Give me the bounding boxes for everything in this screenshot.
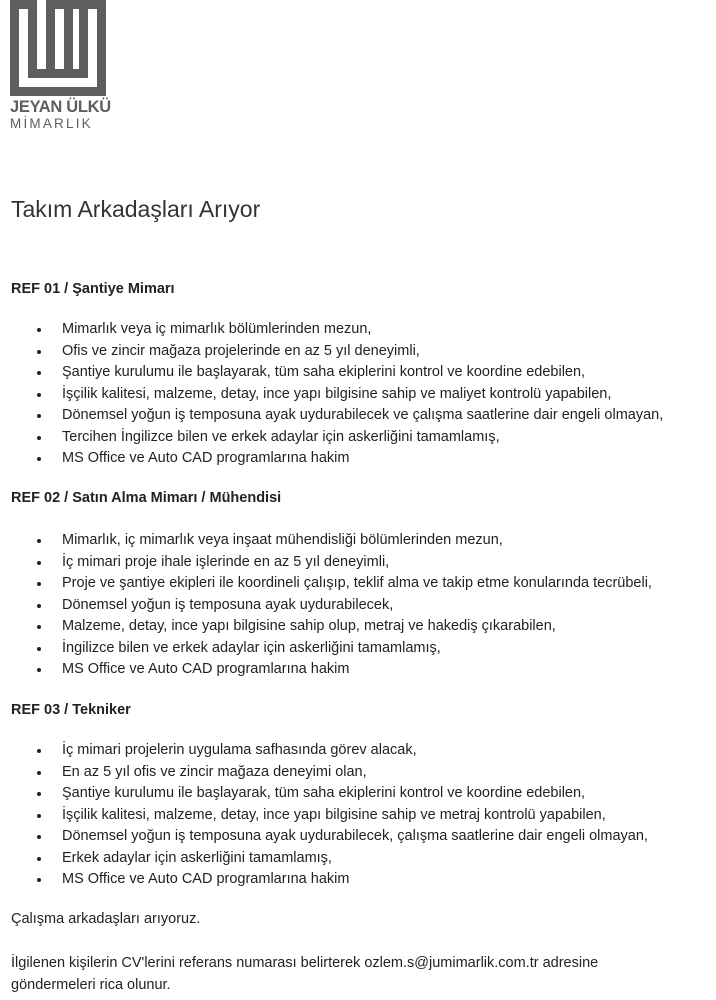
company-logo [10, 0, 111, 131]
requirements-list-ref-02 [0, 530, 652, 681]
list-item: MS Office ve Auto CAD programlarına hakim [0, 869, 648, 891]
list-item: Erkek adaylar için askerliğini tamamlamış, [0, 848, 648, 870]
list-item: Şantiye kurulumu ile başlayarak, tüm saha ekiplerini kontrol ve koordine edebilen, [0, 362, 663, 384]
list-item: İngilizce bilen ve erkek adaylar için askerliğini tamamlamış, [0, 638, 652, 660]
section-heading-ref-01: REF 01 / Şantiye Mimarı [11, 281, 175, 297]
list-item: Dönemsel yoğun iş temposuna ayak uydurabilecek, çalışma saatlerine dair engeli olmayan, [0, 826, 648, 848]
list-item: Proje ve şantiye ekipleri ile koordineli çalışıp, teklif alma ve takip etme konularında tecrübeli, [0, 573, 652, 595]
list-item: İç mimari proje ihale işlerinde en az 5 yıl deneyimli, [0, 552, 652, 574]
list-item: İşçilik kalitesi, malzeme, detay, ince yapı bilgisine sahip ve metraj kontrolü yapabilen, [0, 805, 648, 827]
list-item: Şantiye kurulumu ile başlayarak, tüm saha ekiplerini kontrol ve koordine edebilen, [0, 783, 648, 805]
list-item: MS Office ve Auto CAD programlarına hakim [0, 448, 663, 470]
list-item: Dönemsel yoğun iş temposuna ayak uydurabilecek, [0, 595, 652, 617]
logo-subtitle: MİMARLIK [10, 116, 93, 131]
logo-name: JEYAN ÜLKÜ [10, 98, 111, 116]
requirements-list-ref-03 [0, 740, 648, 891]
contact-text: İlgilenen kişilerin CV'lerini referans numarası belirterek ozlem.s@jumimarlik.com.tr adresine göndermeleri rica olunur. [11, 955, 599, 993]
requirements-list-ref-01 [0, 319, 663, 470]
list-item: Ofis ve zincir mağaza projelerinde en az 5 yıl deneyimli, [0, 341, 663, 363]
logo-mark-icon [10, 0, 106, 96]
closing-text: Çalışma arkadaşları arıyoruz. [11, 911, 201, 927]
list-item: Dönemsel yoğun iş temposuna ayak uydurabilecek ve çalışma saatlerine dair engeli olmayan, [0, 405, 663, 427]
section-heading-ref-03: REF 03 / Tekniker [11, 702, 131, 718]
list-item: MS Office ve Auto CAD programlarına hakim [0, 659, 652, 681]
list-item: En az 5 yıl ofis ve zincir mağaza deneyimi olan, [0, 762, 648, 784]
list-item: İşçilik kalitesi, malzeme, detay, ince yapı bilgisine sahip ve maliyet kontrolü yapabilen, [0, 384, 663, 406]
list-item: Mimarlık, iç mimarlık veya inşaat mühendisliği bölümlerinden mezun, [0, 530, 652, 552]
section-heading-ref-02: REF 02 / Satın Alma Mimarı / Mühendisi [11, 490, 282, 506]
list-item: İç mimari projelerin uygulama safhasında görev alacak, [0, 740, 648, 762]
list-item: Malzeme, detay, ince yapı bilgisine sahip olup, metraj ve hakediş çıkarabilen, [0, 616, 652, 638]
list-item: Mimarlık veya iç mimarlık bölümlerinden mezun, [0, 319, 663, 341]
page-title: Takım Arkadaşları Arıyor [11, 196, 261, 222]
list-item: Tercihen İngilizce bilen ve erkek adaylar için askerliğini tamamlamış, [0, 427, 663, 449]
